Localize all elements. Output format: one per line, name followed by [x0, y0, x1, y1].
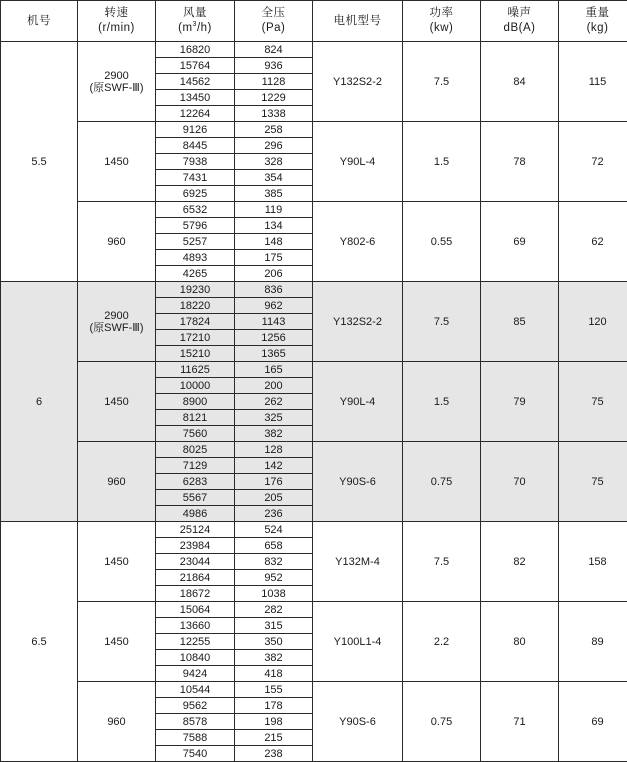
pressure-cell: 1256	[235, 330, 313, 346]
flow-cell: 6532	[156, 202, 235, 218]
power-cell: 2.2	[403, 602, 481, 682]
model-cell: 6	[1, 282, 78, 522]
table-row	[1, 442, 627, 458]
flow-cell: 21864	[156, 570, 235, 586]
flow-cell: 15064	[156, 602, 235, 618]
pressure-cell: 205	[235, 490, 313, 506]
flow-cell: 16820	[156, 42, 235, 58]
power-cell: 1.5	[403, 362, 481, 442]
flow-cell: 13450	[156, 90, 235, 106]
model-cell: 6.5	[1, 522, 78, 762]
header-weight: 重量 (kg)	[559, 1, 627, 42]
weight-cell: 75	[559, 442, 627, 522]
header-pressure: 全压 (Pa)	[235, 1, 313, 42]
flow-cell: 9424	[156, 666, 235, 682]
pressure-cell: 148	[235, 234, 313, 250]
flow-cell: 10544	[156, 682, 235, 698]
flow-cell: 9562	[156, 698, 235, 714]
pressure-cell: 350	[235, 634, 313, 650]
flow-cell: 7588	[156, 730, 235, 746]
pressure-cell: 962	[235, 298, 313, 314]
noise-cell: 78	[481, 122, 559, 202]
power-cell: 0.75	[403, 682, 481, 762]
motor-cell: Y802-6	[313, 202, 403, 282]
flow-cell: 18220	[156, 298, 235, 314]
power-cell: 0.55	[403, 202, 481, 282]
model-cell: 5.5	[1, 42, 78, 282]
flow-cell: 18672	[156, 586, 235, 602]
header-noise: 噪声 dB(A)	[481, 1, 559, 42]
speed-cell	[78, 362, 156, 442]
pressure-cell: 382	[235, 426, 313, 442]
flow-cell: 7431	[156, 170, 235, 186]
pressure-cell: 282	[235, 602, 313, 618]
noise-cell: 84	[481, 42, 559, 122]
noise-cell: 71	[481, 682, 559, 762]
noise-cell: 82	[481, 522, 559, 602]
header-motor: 电机型号	[313, 1, 403, 42]
flow-cell: 4265	[156, 266, 235, 282]
pressure-cell: 354	[235, 170, 313, 186]
table-row	[1, 202, 627, 218]
weight-cell: 158	[559, 522, 627, 602]
flow-cell: 15210	[156, 346, 235, 362]
speed-note: (原SWF-Ⅲ)	[78, 82, 155, 94]
pressure-cell: 832	[235, 554, 313, 570]
speed-value: 1450	[78, 396, 155, 408]
speed-value: 2900	[78, 310, 155, 322]
pressure-cell: 382	[235, 650, 313, 666]
pressure-cell: 658	[235, 538, 313, 554]
pressure-cell: 128	[235, 442, 313, 458]
weight-cell: 75	[559, 362, 627, 442]
flow-cell: 9126	[156, 122, 235, 138]
flow-cell: 23984	[156, 538, 235, 554]
noise-cell: 85	[481, 282, 559, 362]
speed-value: 1450	[78, 636, 155, 648]
pressure-cell: 1229	[235, 90, 313, 106]
speed-cell	[78, 282, 156, 362]
motor-cell: Y132M-4	[313, 522, 403, 602]
pressure-cell: 119	[235, 202, 313, 218]
weight-cell: 89	[559, 602, 627, 682]
speed-cell	[78, 602, 156, 682]
weight-cell: 120	[559, 282, 627, 362]
flow-cell: 5257	[156, 234, 235, 250]
flow-cell: 8445	[156, 138, 235, 154]
pressure-cell: 325	[235, 410, 313, 426]
flow-cell: 4986	[156, 506, 235, 522]
header-flow: 风量 $(m^3/h)$	[156, 1, 235, 42]
speed-value: 1450	[78, 156, 155, 168]
speed-cell	[78, 522, 156, 602]
flow-cell: 7540	[156, 746, 235, 762]
table-row	[1, 282, 627, 298]
power-cell: 7.5	[403, 282, 481, 362]
pressure-cell: 385	[235, 186, 313, 202]
noise-cell: 79	[481, 362, 559, 442]
pressure-cell: 200	[235, 378, 313, 394]
speed-value: 1450	[78, 556, 155, 568]
power-cell: 7.5	[403, 522, 481, 602]
table-body	[1, 42, 627, 762]
motor-cell: Y90S-6	[313, 442, 403, 522]
flow-cell: 12264	[156, 106, 235, 122]
flow-cell: 23044	[156, 554, 235, 570]
flow-cell: 7938	[156, 154, 235, 170]
speed-value: 960	[78, 236, 155, 248]
flow-cell: 7129	[156, 458, 235, 474]
pressure-cell: 524	[235, 522, 313, 538]
speed-cell	[78, 682, 156, 762]
table-row	[1, 42, 627, 58]
flow-cell: 6283	[156, 474, 235, 490]
table-row	[1, 122, 627, 138]
flow-cell: 12255	[156, 634, 235, 650]
speed-value: 960	[78, 476, 155, 488]
motor-cell: Y132S2-2	[313, 282, 403, 362]
weight-cell: 115	[559, 42, 627, 122]
table-row	[1, 522, 627, 538]
motor-cell: Y100L1-4	[313, 602, 403, 682]
pressure-cell: 824	[235, 42, 313, 58]
flow-cell: 17210	[156, 330, 235, 346]
motor-cell: Y90L-4	[313, 122, 403, 202]
flow-cell: 15764	[156, 58, 235, 74]
noise-cell: 80	[481, 602, 559, 682]
pressure-cell: 236	[235, 506, 313, 522]
flow-cell: 10840	[156, 650, 235, 666]
pressure-cell: 178	[235, 698, 313, 714]
pressure-cell: 836	[235, 282, 313, 298]
flow-cell: 4893	[156, 250, 235, 266]
pressure-cell: 134	[235, 218, 313, 234]
power-cell: 0.75	[403, 442, 481, 522]
speed-note: (原SWF-Ⅲ)	[78, 322, 155, 334]
pressure-cell: 142	[235, 458, 313, 474]
flow-cell: 10000	[156, 378, 235, 394]
pressure-cell: 176	[235, 474, 313, 490]
pressure-cell: 258	[235, 122, 313, 138]
weight-cell: 69	[559, 682, 627, 762]
flow-cell: 8121	[156, 410, 235, 426]
pressure-cell: 165	[235, 362, 313, 378]
header-speed: 转速 (r/min)	[78, 1, 156, 42]
pressure-cell: 1143	[235, 314, 313, 330]
pressure-cell: 262	[235, 394, 313, 410]
flow-cell: 8900	[156, 394, 235, 410]
pressure-cell: 296	[235, 138, 313, 154]
flow-cell: 8025	[156, 442, 235, 458]
flow-cell: 17824	[156, 314, 235, 330]
flow-cell: 6925	[156, 186, 235, 202]
speed-cell	[78, 42, 156, 122]
speed-value: 960	[78, 716, 155, 728]
speed-value: 2900	[78, 70, 155, 82]
flow-cell: 5796	[156, 218, 235, 234]
pressure-cell: 418	[235, 666, 313, 682]
pressure-cell: 1038	[235, 586, 313, 602]
pressure-cell: 155	[235, 682, 313, 698]
pressure-cell: 175	[235, 250, 313, 266]
flow-cell: 11625	[156, 362, 235, 378]
pressure-cell: 238	[235, 746, 313, 762]
motor-cell: Y90S-6	[313, 682, 403, 762]
flow-cell: 13660	[156, 618, 235, 634]
flow-cell: 7560	[156, 426, 235, 442]
speed-cell	[78, 442, 156, 522]
pressure-cell: 328	[235, 154, 313, 170]
header-row	[1, 1, 627, 42]
pressure-cell: 1338	[235, 106, 313, 122]
power-cell: 7.5	[403, 42, 481, 122]
header-power: 功率 (kw)	[403, 1, 481, 42]
header-model: 机号	[1, 1, 78, 42]
pressure-cell: 198	[235, 714, 313, 730]
flow-cell: 25124	[156, 522, 235, 538]
motor-cell: Y132S2-2	[313, 42, 403, 122]
weight-cell: 62	[559, 202, 627, 282]
pressure-cell: 936	[235, 58, 313, 74]
table-row	[1, 362, 627, 378]
flow-cell: 19230	[156, 282, 235, 298]
flow-cell: 5567	[156, 490, 235, 506]
pressure-cell: 206	[235, 266, 313, 282]
flow-cell: 8578	[156, 714, 235, 730]
pressure-cell: 215	[235, 730, 313, 746]
flow-cell: 14562	[156, 74, 235, 90]
speed-cell	[78, 122, 156, 202]
power-cell: 1.5	[403, 122, 481, 202]
table-row	[1, 602, 627, 618]
pressure-cell: 952	[235, 570, 313, 586]
speed-cell	[78, 202, 156, 282]
pressure-cell: 1128	[235, 74, 313, 90]
motor-cell: Y90L-4	[313, 362, 403, 442]
pressure-cell: 315	[235, 618, 313, 634]
noise-cell: 69	[481, 202, 559, 282]
noise-cell: 70	[481, 442, 559, 522]
weight-cell: 72	[559, 122, 627, 202]
pressure-cell: 1365	[235, 346, 313, 362]
table-row	[1, 682, 627, 698]
